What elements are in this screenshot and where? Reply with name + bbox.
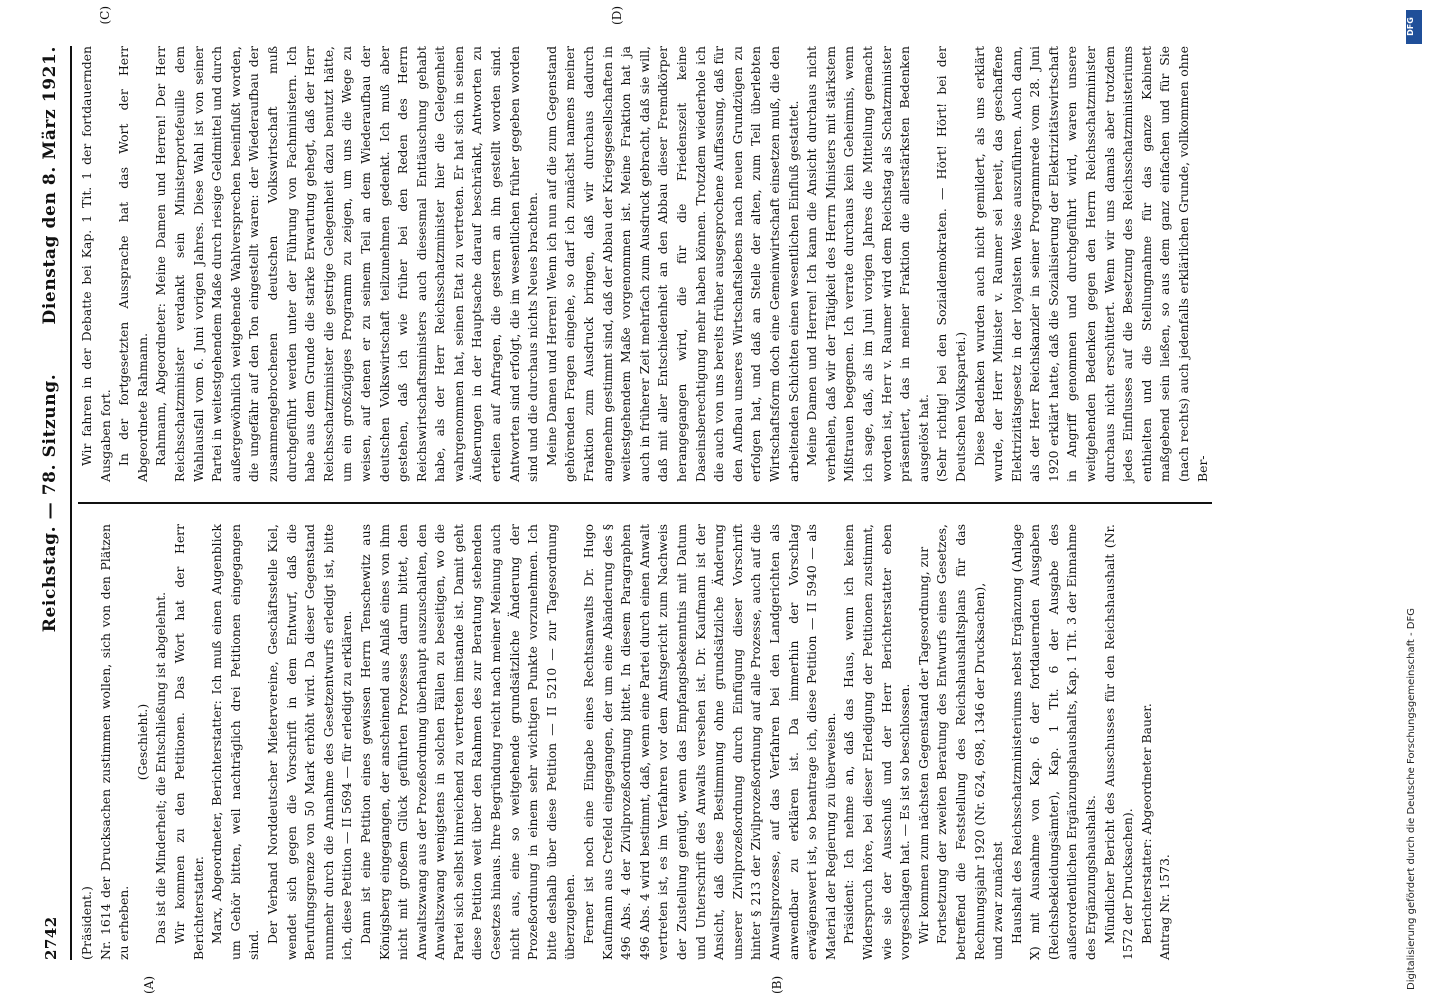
left-column-paragraph: Das ist die Minderheit; die Entschließung ist abgelehnt. <box>153 591 169 944</box>
right-column-paragraph: In der fortgesetzten Aussprache hat das Wort der Herr Abgeordnete Rahmann. <box>116 46 150 482</box>
right-column-paragraph: Rahmann, Abgeordneter: Meine Damen und Herren! Der Herr Reichsschatzminister verdankt sein Ministerportefeuille dem Wahlausfall vom 6. Juni vorigen Jahres. Diese Wahl ist von seiner Partei in weitestgehendem Maße durch riesige Geldmittel und durch außergewöhnlich weitgehende Wahlversprechen beeinflußt worden, die ungefähr auf den Ton eingestellt waren: der Wiederaufbau der zusammengebrochenen deutschen Volkswirtschaft muß durchgeführt werden unter der Führung von Fachministern. Ich habe aus dem Grunde die starke Erwartung gehegt, daß der Herr Reichsschatzminister die gestrige Gelegenheit dazu benutzt hätte, um ein großzügiges Programm zu zeigen, um uns die Wege zu weisen, auf denen er zu seinem Teil an dem Wiederaufbau der deutschen Volkswirtschaft teilzunehmen gedenkt. Ich muß aber gestehen, daß ich wie früher bei den Reden des Herrn Reichswirtschaftsministers auch diesesmal Enttäuschung gehabt habe, als der Herr Reichsschatzminister hier die Gelegenheit wahrgenommen hat, seinen Etat zu vertreten. Er hat sich in seinen Äußerungen in der Hauptsache darauf beschränkt, Antworten zu erteilen auf Anfragen, die gestern an ihn gestellt worden sind. Antworten sind erfolgt, die im wesentlichen früher gegeben worden sind und die durchaus nichts Neues brachten. <box>153 46 541 482</box>
left-column-paragraph: (Geschieht.) <box>134 703 150 781</box>
session-date: Dienstag den 8. März 1921. <box>40 46 60 325</box>
page-number: 2742 <box>42 916 60 960</box>
right-column-paragraph: Meine Damen und Herren! Ich kann die Ansicht durchaus nicht verhehlen, daß wir der Tätigkeit des Herrn Ministers mit stärkstem Mißtrauen begegnen. Ich verrate durchaus kein Geheimnis, wenn ich sage, daß, als im Juni vorigen Jahres die Mitteilung gemacht worden ist, Herr v. Raumer wird dem Reichstag als Schatzminister präsentiert, das in meiner Fraktion die allerstärksten Bedenken ausgelöst hat. <box>804 46 931 482</box>
left-column-paragraph: Mündlicher Bericht des Ausschusses für den Reichshaushalt (Nr. 1572 der Drucksachen). <box>1101 524 1136 960</box>
right-column <box>78 6 1212 482</box>
right-column-paragraph: Meine Damen und Herren! Wenn ich nun auf die zum Gegenstand gehörenden Fragen eingehe, so darf ich zunächst namens meiner Fraktion zum Ausdruck bringen, daß wir durchaus dadurch angenehm gestimmt sind, daß der Abbau der Kriegsgesellschaften in weitestgehendem Maße vorgenommen ist. Meine Fraktion hat ja auch in früherer Zeit mehrfach zum Ausdruck gebracht, daß sie will, daß mit aller Entschiedenheit an den Abbau dieser Fremdkörper herangegangen wird, die für die Friedenszeit keine Daseinsberechtigung mehr haben können. Trotzdem wiederhole ich die auch von uns bereits früher ausgesprochene Auffassung, daß für den Aufbau unseres Wirtschaftslebens nach neuen Grundzügen zu erfolgen hat, und daß an Stelle der alten, zum Teil überlebten Wirtschaftsform doch eine Gemeinwirtschaft einsetzen muß, die den arbeitenden Schichten einen wesentlichen Einfluß gestattet. <box>543 46 801 482</box>
margin-mark-d: (D) <box>610 6 624 25</box>
credit-text: Digitalisierung gefördert durch die Deutsche Forschungsgemeinschaft - DFG <box>1406 607 1417 990</box>
left-column-paragraph: Fortsetzung der zweiten Beratung des Entwurfs eines Gesetzes, betreffend die Feststellung des Reichshaushaltsplans für das Rechnungsjahr 1920 (Nr. 624, 698, 1346 der Drucksachen), <box>934 524 987 960</box>
right-column-paragraph: (Sehr richtig! bei den Sozialdemokraten. — Hört! Hört! bei der Deutschen Volkspartei.) <box>934 46 968 482</box>
left-column-paragraph: Antrag Nr. 1573. <box>1157 854 1173 960</box>
left-column-paragraph: Dann ist eine Petition eines gewissen Herrn Tenschewitz aus Königsberg eingegangen, der anscheinend aus Anlaß eines von ihm nicht mit großem Glück geführten Prozesses darum bittet, den Anwaltszwang aus der Prozeßordnung überhaupt auszuschalten, den Anwaltszwang wenigstens in solchen Fällen zu beseitigen, wo die Partei sich selbst hinreichend zu vertreten imstande ist. Damit geht diese Petition weit über den Rahmen des zur Beratung stehenden Gesetzes hinaus. Ihre Begründung reicht nach meiner Meinung auch nicht aus, eine so weitgehende grundsätzliche Änderung der Prozeßordnung in einem sehr wichtigen Punkte vorzunehmen. Ich bitte deshalb über diese Petition — II 5210 — zur Tagesordnung überzugehen. <box>357 523 578 960</box>
left-column-paragraph: Marx, Abgeordneter, Berichterstatter: Ich muß einen Augenblick um Gehör bitten, weil nachträglich drei Petitionen eingegangen sind. <box>209 524 262 960</box>
column-divider <box>78 502 1212 504</box>
right-column-paragraph: Diese Bedenken wurden auch nicht gemildert, als uns erklärt wurde, der Herr Minister v. Raumer sei bereit, das geschaffene Elektrizitätsgesetz in der loyalsten Weise auszuführen. Auch dann, als der Herr Reichskanzler in seiner Programmrede vom 28. Juni 1920 erklärt hatte, daß die Sozialisierung der Elektrizitätswirtschaft in Angriff genommen und durchgeführt wird, waren unsere weitgehenden Bedenken gegen den Herrn Reichsschatzminister durchaus nicht erschüttert. Wenn wir uns damals aber trotzdem jedes Einflusses auf die Besetzung des Reichsschatzministeriums enthielten und die Stellungnahme für das ganze Kabinett maßgebend sein ließen, so aus dem ganz einfachen und für Sie (nach rechts) auch jedenfalls erklärlichen Grunde, vollkommen ohne Ber- <box>971 46 1210 482</box>
right-column-paragraph: Wir fahren in der Debatte bei Kap. 1 Tit. 1 der fortdauernden Ausgaben fort. <box>79 46 113 482</box>
left-column <box>78 523 1212 994</box>
left-column-paragraph: Wir kommen zum nächsten Gegenstand der Tagesordnung, zur <box>915 546 931 944</box>
left-column-paragraph: (Präsident.) <box>79 886 94 960</box>
left-column-paragraph: Wir kommen zu den Petitionen. Das Wort hat der Herr Berichterstatter. <box>171 524 206 960</box>
margin-mark-c: (C) <box>98 6 112 25</box>
session-title: Reichstag. — 78. Sitzung. <box>40 373 60 633</box>
page-header <box>36 46 72 960</box>
digitization-credit <box>1404 10 1426 990</box>
left-column-paragraph: Präsident: Ich nehme an, daß das Haus, wenn ich keinen Widerspruch höre, bei dieser Erledigung der Petitionen zustimmt, wie sie der Ausschuß und der Herr Berichterstatter eben vorgeschlagen hat. — Es ist so beschlossen. <box>841 524 913 960</box>
left-column-paragraph: Berichterstatter: Abgeordneter Bauer. <box>1138 703 1154 944</box>
left-column-paragraph: Nr. 1614 der Drucksachen zustimmen wollen, sich von den Plätzen zu erheben. <box>97 524 132 960</box>
left-column-paragraph: Haushalt des Reichsschatzministeriums nebst Ergänzung (Anlage X) mit Ausnahme von Kap. 6 der fortdauernden Ausgaben (Reichsbekleidungsämter), Kap. 1 Tit. 6 der Ausgabe des außerordentlichen Ergänzungshaushalts, Kap. 1 Tit. 3 der Einnahme des Ergänzungshaushalts. <box>1008 524 1099 960</box>
dfg-logo-text: DFG <box>1405 17 1415 36</box>
left-column-paragraph: und zwar zunächst <box>990 841 1006 960</box>
text-columns <box>78 6 1212 994</box>
margin-mark-b: (B) <box>770 975 784 994</box>
left-column-paragraph: Der Verband Norddeutscher Mietervereine, Geschäftsstelle Kiel, wendet sich gegen die Vorschrift in dem Entwurf, daß die Berufungsgrenze von 50 Mark erhöht wird. Da dieser Gegenstand nunmehr durch die Annahme des Gesetzentwurfs erledigt ist, bitte ich, diese Petition — II 5694 — für erledigt zu erklären. <box>264 524 355 960</box>
left-column-paragraph: Ferner ist noch eine Eingabe eines Rechtsanwalts Dr. Hugo Kaufmann aus Crefeld eingegangen, der um eine Abänderung des § 496 Abs. 4 der Zivilprozeßordnung bittet. In diesem Paragraphen 496 Abs. 4 wird bestimmt, daß, wenn eine Partei durch einen Anwalt vertreten ist, es im Verfahren vor dem Amtsgericht zum Nachweis der Zustellung genügt, wenn das Empfangsbekenntnis mit Datum und Unterschrift des Anwalts versehen ist. Dr. Kaufmann ist der Ansicht, daß diese Bestimmung ohne grundsätzliche Änderung unserer Zivilprozeßordnung durch Einfügung dieser Vorschrift hinter § 213 der Zivilprozeßordnung auf alle Prozesse, auch auf die Anwaltsprozesse, auf das Verfahren bei den Landgerichten als anwendbar zu erklären ist. Da immerhin der Vorschlag erwägenswert ist, so beantrage ich, diese Petition — II 5940 — als Material der Regierung zu überweisen. <box>581 524 838 960</box>
margin-mark-a: (A) <box>142 975 156 994</box>
